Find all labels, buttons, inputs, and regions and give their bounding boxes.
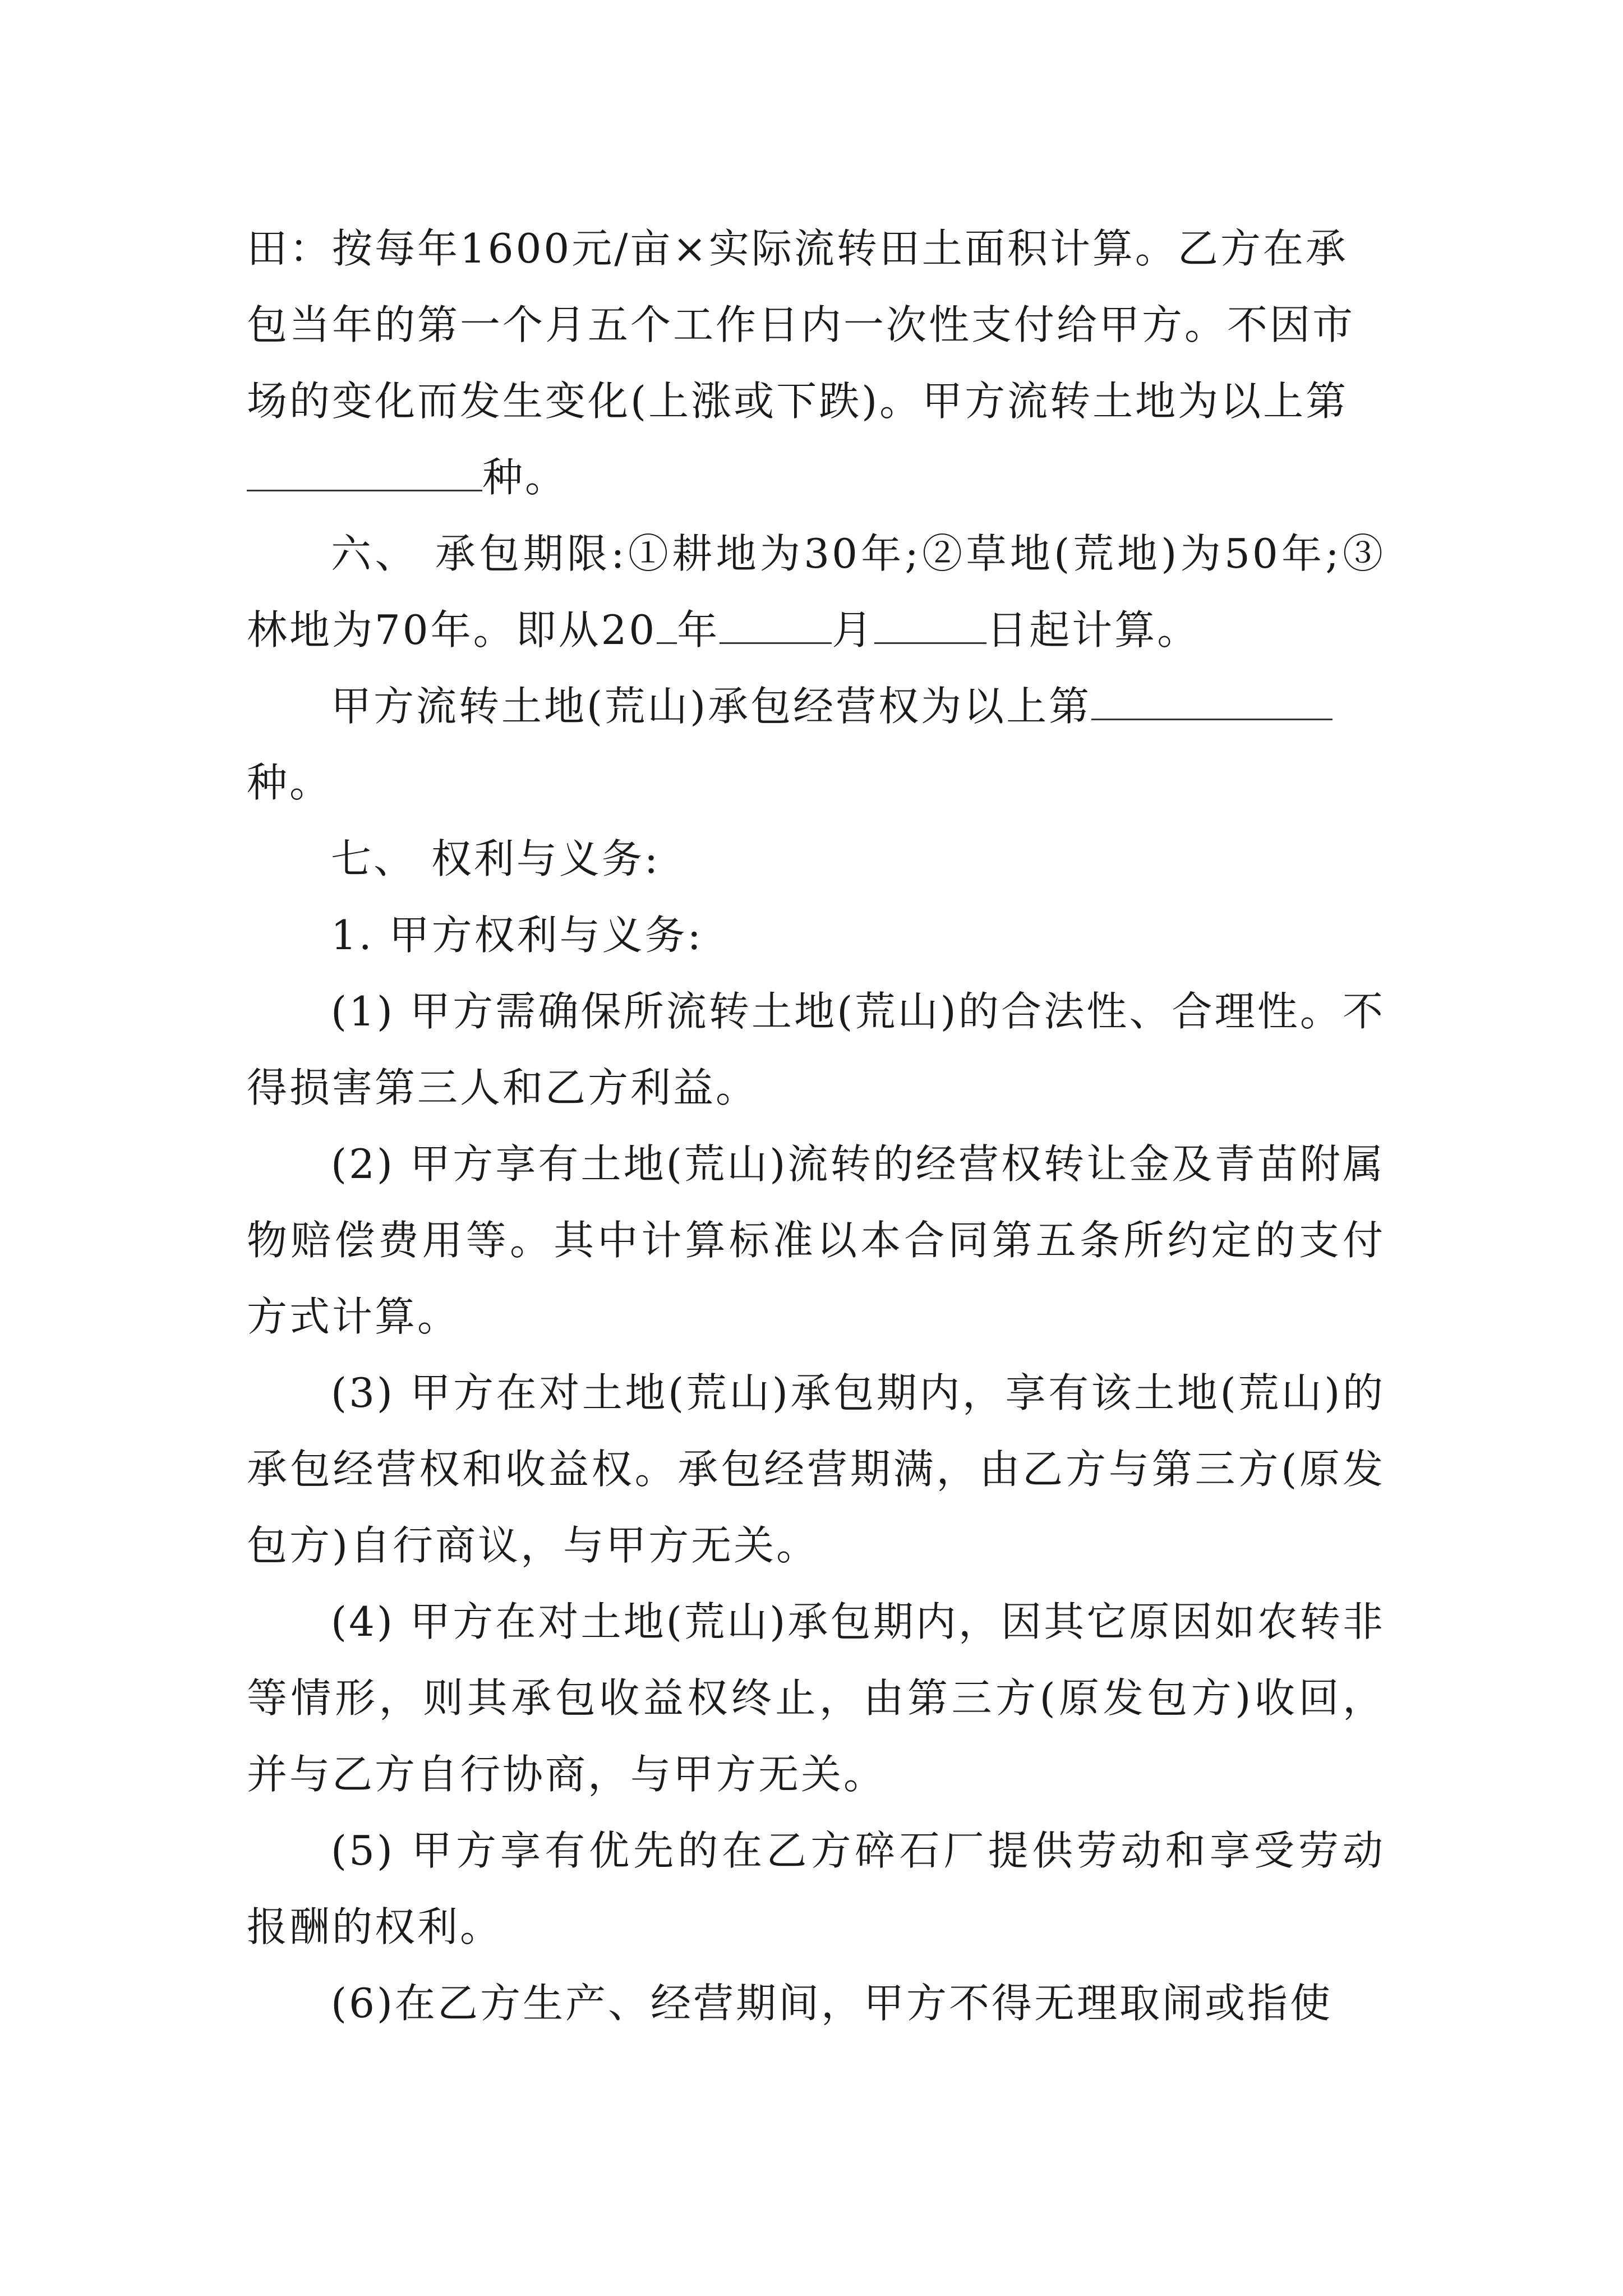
- clause-6: (6)在乙方生产、经营期间，甲方不得无理取闹或指使: [331, 1980, 1332, 2027]
- section-heading-rights: 七、 权利与义务:: [331, 835, 661, 882]
- term-day-suffix: 日起计算。: [986, 606, 1200, 654]
- land-type-blank[interactable]: [1091, 684, 1332, 720]
- paragraph-term: [247, 516, 1385, 668]
- subsection-heading-party-a: 1. 甲方权利与义务:: [331, 912, 703, 959]
- paragraph-fee-line2: 包当年的第一个月五个工作日内一次性支付给甲方。不因市: [247, 301, 1355, 348]
- clause-1: (1) 甲方需确保所流转土地(荒山)的合法性、合理性。不得损害第三人和乙方利益。: [247, 988, 1385, 1111]
- month-blank[interactable]: [720, 608, 832, 644]
- fill-blank[interactable]: [247, 455, 482, 491]
- term-year: 年: [677, 606, 720, 654]
- paragraph-fee-line4: [247, 439, 1385, 516]
- clause-4: (4) 甲方在对土地(荒山)承包期内，因其它原因如农转非等情形，则其承包收益权终止，由第三方(原发包方)收回，并与乙方自行协商，与甲方无关。: [247, 1598, 1385, 1798]
- year-blank[interactable]: [657, 608, 677, 644]
- term-text-2: ③林地为70年。即从20: [247, 530, 1385, 654]
- clause-5: (5) 甲方享有优先的在乙方碎石厂提供劳动和享受劳动报酬的权利。: [247, 1827, 1385, 1950]
- paragraph-fee-suffix: 种。: [482, 454, 568, 501]
- clause-2: (2) 甲方享有土地(荒山)流转的经营权转让金及青苗附属物赔偿费用等。其中计算标准以本合同第五条所约定的支付方式计算。: [247, 1140, 1385, 1340]
- term-text: 六、 承包期限:①耕地为30年;②草地(荒地)为50年;: [331, 530, 1341, 577]
- land-type-text: 甲方流转土地(荒山)承包经营权为以上第: [331, 683, 1092, 730]
- paragraph-fee-line3: 场的变化而发生变化(上涨或下跌)。甲方流转土地为以上第: [247, 378, 1349, 425]
- paragraph-fee-line1: 田：按每年1600元/亩×实际流转田土面积计算。乙方在承: [247, 225, 1348, 272]
- paragraph-land-type: [247, 668, 1385, 821]
- clause-3: (3) 甲方在对土地(荒山)承包期内，享有该土地(荒山)的承包经营权和收益权。承包经营期满，由乙方与第三方(原发包方)自行商议，与甲方无关。: [247, 1369, 1385, 1569]
- document-body: [247, 210, 1385, 2041]
- land-type-suffix: 种。: [247, 759, 333, 806]
- term-month: 月: [832, 606, 875, 654]
- day-blank[interactable]: [874, 608, 986, 644]
